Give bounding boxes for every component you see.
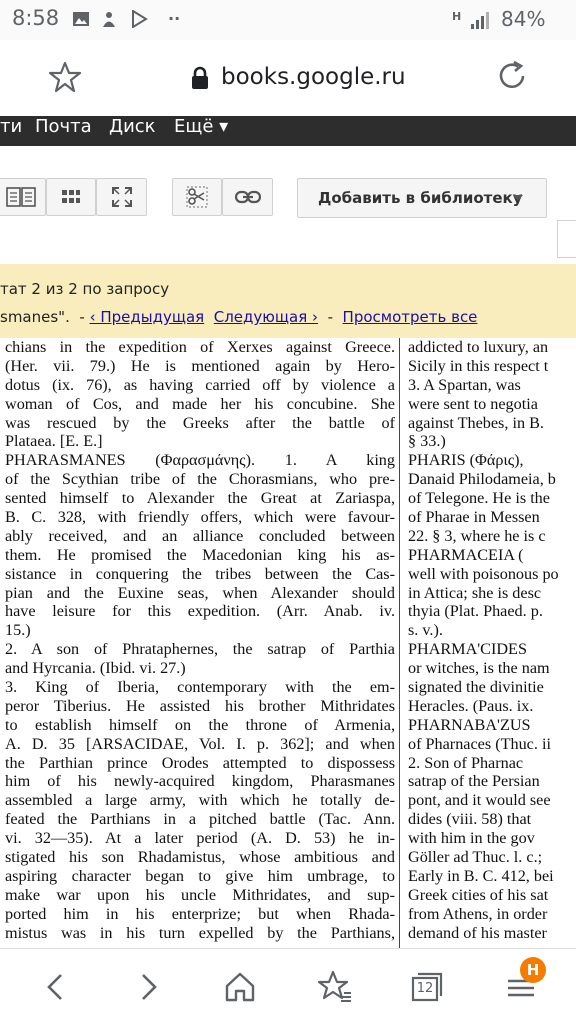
text-line: s. v.). bbox=[408, 621, 443, 640]
text-line: Göller ad Thuc. l. c.; bbox=[408, 848, 543, 867]
gbar-item-drive[interactable]: Диск bbox=[109, 116, 156, 137]
result-count-text: тат 2 из 2 по запросу bbox=[0, 280, 170, 298]
text-line: have leisure for this expedition. (Arr. Anab. iv. bbox=[5, 602, 395, 621]
view-all-link[interactable]: Просмотреть все bbox=[342, 308, 478, 326]
reload-icon[interactable] bbox=[494, 58, 530, 94]
text-line: assembled a large army, with which he totally de- bbox=[5, 791, 395, 810]
query-text: smanes". bbox=[0, 308, 70, 326]
status-bar bbox=[0, 0, 576, 40]
text-line: ably received, and an alliance concluded between bbox=[5, 526, 395, 545]
text-line: to establish himself on the throne of Armenia, bbox=[5, 715, 395, 734]
text-line: thyia (Plat. Phaed. p. bbox=[408, 602, 543, 621]
text-line: were sent to negotia bbox=[408, 394, 538, 413]
add-to-library-label: Добавить в библиотеку bbox=[318, 189, 523, 207]
text-line: (Her. vii. 79.) He is mentioned again by Hero- bbox=[5, 356, 395, 375]
text-line: ported him in his enterprize; but when Rhada- bbox=[5, 904, 395, 923]
text-line: Plataea. [E. E.] bbox=[5, 432, 103, 451]
book-page[interactable] bbox=[0, 338, 576, 948]
offscreen-button[interactable] bbox=[557, 220, 576, 258]
text-line: Greek cities of his sat bbox=[408, 885, 549, 904]
text-line: 3. A Spartan, was bbox=[408, 375, 521, 394]
text-line: him of his newly-acquired kingdom, Pharasmanes bbox=[5, 772, 395, 791]
text-line: in Attica; she is desc bbox=[408, 583, 542, 602]
text-line: 22. § 3, where he is c bbox=[408, 526, 546, 545]
home-icon[interactable] bbox=[220, 967, 260, 1007]
text-line: feated the Parthians in a pitched battle (Tac. Ann. bbox=[5, 810, 395, 829]
text-line: addicted to luxury, an bbox=[408, 338, 549, 356]
text-line: make war upon his uncle Mithridates, and sup- bbox=[5, 885, 395, 904]
text-line: sented himself to Alexander the Great at Zariaspa, bbox=[5, 489, 395, 508]
text-line: 2. A son of Phrataphernes, the satrap of Parthia bbox=[5, 640, 395, 659]
link-icon bbox=[235, 190, 261, 204]
text-line: PHARIS (Φάρις), bbox=[408, 451, 524, 470]
back-icon[interactable] bbox=[36, 967, 76, 1007]
fullscreen-button[interactable] bbox=[96, 178, 147, 216]
text-line: of Telegone. He is the bbox=[408, 489, 550, 508]
text-line: was rescued by the Greeks after the battle of bbox=[5, 413, 395, 432]
text-line: of Pharae in Messen bbox=[408, 508, 540, 527]
app-notification-icon bbox=[100, 10, 118, 28]
grid-view-button[interactable] bbox=[46, 178, 96, 216]
text-line: with him in the gov bbox=[408, 829, 535, 848]
previous-result-link[interactable]: ‹ Предыдущая bbox=[89, 308, 205, 326]
url-text[interactable]: books.google.ru bbox=[221, 64, 406, 90]
fullscreen-icon bbox=[111, 186, 133, 208]
text-line: demand of his master bbox=[408, 923, 547, 942]
text-line: sistance in conquering the tribes between the Cas- bbox=[5, 564, 395, 583]
text-line: pian and the Euxine seas, when Alexander should bbox=[5, 583, 395, 602]
text-line: PHARASMANES (Φαρασμάνης). 1. A king bbox=[5, 451, 395, 470]
tabs-count: 12 bbox=[416, 981, 434, 996]
text-line: Early in B. C. 412, bei bbox=[408, 866, 554, 885]
google-bar bbox=[0, 116, 576, 146]
book-toolbar bbox=[0, 146, 576, 252]
separator: - bbox=[79, 308, 85, 326]
text-line: PHARMACEIA ( bbox=[408, 545, 524, 564]
left-column bbox=[5, 338, 395, 943]
two-page-icon bbox=[6, 187, 36, 207]
browser-bottom-bar bbox=[0, 948, 576, 1024]
text-line: Sicily in this respect t bbox=[408, 356, 549, 375]
text-line: mistus was in his turn expelled by the Parthians, bbox=[5, 923, 395, 942]
chevron-down-icon bbox=[513, 195, 523, 201]
forward-icon[interactable] bbox=[128, 967, 168, 1007]
text-line: 15.) bbox=[5, 621, 31, 640]
text-line: woman of Cos, and made her his concubine. She bbox=[5, 394, 395, 413]
two-page-view-button[interactable] bbox=[0, 178, 46, 216]
text-line: against Thebes, in B. bbox=[408, 413, 544, 432]
separator: - bbox=[327, 308, 333, 326]
gbar-item-mail[interactable]: Почта bbox=[35, 116, 92, 137]
text-line: Danaid Philodameia, b bbox=[408, 470, 556, 489]
add-to-library-button[interactable] bbox=[297, 178, 547, 218]
clip-button[interactable] bbox=[172, 178, 222, 216]
gbar-item-search[interactable]: ти bbox=[0, 116, 23, 137]
text-line: stigated his son Rhadamistus, whose ambitious and bbox=[5, 848, 395, 867]
bookmarks-icon[interactable] bbox=[315, 967, 355, 1007]
text-line: chians in the expedition of Xerxes against Greece. bbox=[5, 338, 395, 356]
lock-icon bbox=[190, 66, 210, 94]
text-line: PHARMA'CIDES bbox=[408, 640, 527, 659]
next-result-link[interactable]: Следующая › bbox=[213, 308, 319, 326]
more-notifications-icon: ·· bbox=[168, 9, 181, 28]
text-line: dides (viii. 58) that bbox=[408, 810, 532, 829]
text-line: well with poisonous po bbox=[408, 564, 559, 583]
text-line: A. D. 35 [ARSACIDAE, Vol. I. p. 362]; and when bbox=[5, 734, 395, 753]
bookmark-star-icon[interactable] bbox=[48, 60, 82, 94]
text-line: dotus (ix. 76), as having carried off by violence a bbox=[5, 375, 395, 394]
text-line: § 33.) bbox=[408, 432, 446, 451]
network-type-icon: H bbox=[452, 10, 462, 23]
text-line: 2. Son of Pharnac bbox=[408, 753, 524, 772]
right-column bbox=[408, 338, 576, 943]
signal-icon bbox=[470, 10, 492, 28]
text-line: peror Tiberius. He assisted his brother Mithridates bbox=[5, 696, 395, 715]
link-button[interactable] bbox=[222, 178, 273, 216]
text-line: signated the divinitie bbox=[408, 678, 544, 697]
tabs-icon[interactable] bbox=[407, 967, 447, 1007]
gbar-item-more[interactable]: Ещё ▾ bbox=[174, 116, 229, 137]
text-line: of the Scythian tribe of the Chorasmians, who pre- bbox=[5, 470, 395, 489]
status-time: 8:58 bbox=[12, 6, 60, 30]
text-line: of Pharnaces (Thuc. ii bbox=[408, 734, 551, 753]
text-line: satrap of the Persian bbox=[408, 772, 540, 791]
address-bar bbox=[0, 40, 576, 116]
column-divider bbox=[399, 338, 400, 948]
text-line: pont, and it would see bbox=[408, 791, 551, 810]
grid-icon bbox=[61, 189, 81, 205]
text-line: Heracles. (Paus. ix. bbox=[408, 696, 534, 715]
text-line: aspiring character began to give him umbrage, to bbox=[5, 866, 395, 885]
text-line: from Athens, in order bbox=[408, 904, 548, 923]
text-line: the Parthian prince Orodes attempted to dispossess bbox=[5, 753, 395, 772]
result-nav bbox=[0, 308, 477, 326]
text-line: B. C. 328, with friendly offers, which were favour- bbox=[5, 508, 395, 527]
scissors-icon bbox=[184, 184, 210, 210]
text-line: vi. 32—35). At a later period (A. D. 53) he in- bbox=[5, 829, 395, 848]
account-badge: H bbox=[520, 957, 546, 983]
text-line: them. He promised the Macedonian king his as- bbox=[5, 545, 395, 564]
play-store-icon bbox=[130, 10, 148, 28]
search-results-banner bbox=[0, 264, 576, 338]
gallery-icon bbox=[72, 10, 90, 28]
battery-percent: 84% bbox=[501, 7, 546, 31]
text-line: or witches, is the nam bbox=[408, 659, 550, 678]
text-line: 3. King of Iberia, contemporary with the em- bbox=[5, 678, 395, 697]
text-line: and Hyrcania. (Ibid. vi. 27.) bbox=[5, 659, 186, 678]
text-line: PHARNABA'ZUS bbox=[408, 715, 531, 734]
